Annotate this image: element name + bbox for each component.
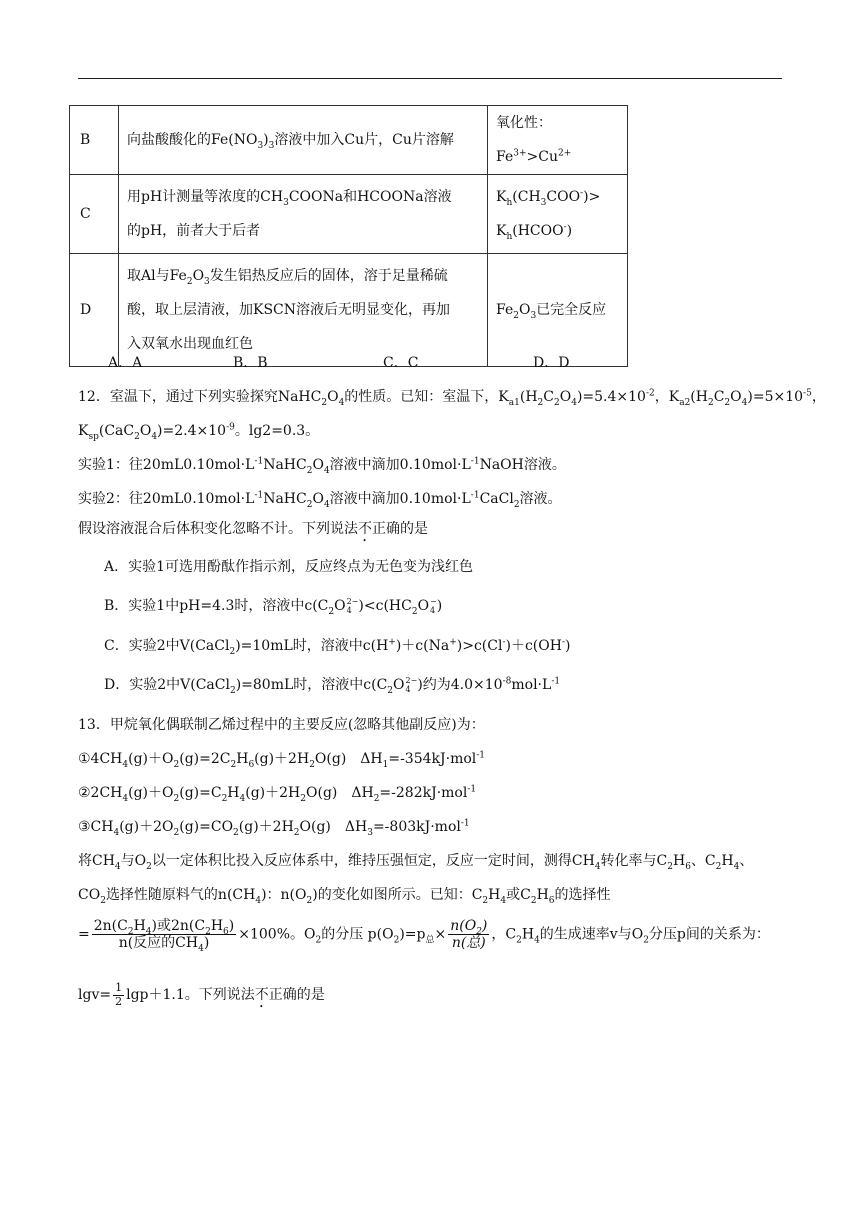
q13-desc-line1: 将$CH_4$与$O_2$以一定体积比投入反应体系中，维持压强恒定，反应一定时间，测得$CH_4$转化率与$C_2H_6$、$C_2H_4$、 (78, 853, 754, 872)
q12-exp2: 实验2：往$20mL0.10mol\cdot L^{-1}NaHC_2O_4$溶液中滴加$0.10mol\cdot L^{-1}CaCl_2$溶液。 (78, 490, 562, 510)
choice-c: C．C (383, 355, 419, 371)
row-conclusion: $K_h(CH_3COO^-)>$ $K_h(HCOO^-)$ (488, 175, 628, 254)
row-operation: 向盐酸酸化的$Fe(NO_3)_3$溶液中加入Cu片，Cu片溶解 (119, 106, 488, 175)
table-row (70, 106, 628, 175)
selectivity-fraction: $\frac{2n(C_2H_4)或2n(C_2H_6)}{n(反应的CH_4)}$ (93, 918, 235, 954)
q13-formula-line: = $\frac{2n(C_2H_4)或2n(C_2H_6)}{n(反应的CH_4)}$ ×100%。$O_2$的分压 $p(O_2)=p_总\times$ $\frac{n(O_2)}{\text{n(总)}}$ ，$C_2H_4$的生成速率v与$O_2$分压p间的关系为： (78, 918, 770, 954)
q13-reaction-3: $③CH_4(g)+2O_2(g)=CO_2(g)+2H_2O(g)$ $\Delta H_3=-803kJ\cdot mol^{-1}$ (78, 818, 470, 838)
q13-reaction-1: $①4CH_4(g)+O_2(g)=2C_2H_6(g)+2H_2O(g)$ $\Delta H_1=-354kJ\cdot mol^{-1}$ (78, 750, 486, 770)
row-label: C (70, 175, 119, 254)
row-operation: 取Al与$Fe_2O_3$发生铝热反应后的固体，溶于足量稀硫 酸，取上层清液，加KSCN溶液后无明显变化，再加 入双氧水出现血红色 (119, 254, 488, 367)
row-operation: 用pH计测量等浓度的$CH_3COONa$和HCOONa溶液 的pH，前者大于后者 (119, 175, 488, 254)
options-table (69, 105, 628, 367)
row-conclusion: $Fe_2O_3$已完全反应 (488, 254, 628, 367)
q12-exp1: 实验1：往$20mL0.10mol\cdot L^{-1}NaHC_2O_4$溶液中滴加$0.10mol\cdot L^{-1}NaOH$溶液。 (78, 456, 566, 476)
choice-b: B．B (233, 355, 268, 371)
q12-stem-line1: 12．室温下，通过下列实验探究$NaHC_2O_4$的性质。已知：室温下，$K_{a1}(H_2C_2O_4)=5.4\times 10^{-2}$，$K_{a2}(H_2C_2O_4)=5\times 10^{-5}$， (78, 388, 826, 408)
q12-stem-line2: $K_{sp}(CaC_2O_4)=2.4\times 10^{-9}$。lg2=0.3。 (78, 422, 320, 442)
choice-d: D．D (533, 355, 570, 371)
q12-assume: 假设溶液混合后体积变化忽略不计。下列说法不正确的是 (78, 521, 428, 537)
q12-option-b: B．实验1中pH=4.3时，溶液中$c(C_2O2-$ 4 )$<c(HC_2O-$ 4 ) (104, 597, 443, 617)
q12-option-c: C．实验2中V(CaCl$_2$)=10mL时，溶液中c(H+)＋c(Na+)>c(Cl-)＋c(OH-) (104, 637, 571, 657)
q13-reaction-2: $②2CH_4(g)+O_2(g)=C_2H_4(g)+2H_2O(g)$ $\Delta H_2=-282kJ\cdot mol^{-1}$ (78, 784, 477, 804)
row-conclusion: 氧化性：$Fe^{3+}>Cu^{2+}$ (488, 106, 628, 175)
q13-desc-line2: $CO_2$选择性随原料气的$n(CH_4)$：$n(O_2)$的变化如图所示。已知：$C_2H_4$或$C_2H_6$的选择性 (78, 887, 611, 906)
row-label: B (70, 106, 119, 175)
q12-option-a: A．实验1可选用酚酞作指示剂，反应终点为无色变为浅红色 (104, 559, 474, 575)
header-rule (78, 78, 782, 79)
choice-a: A．A (108, 355, 143, 371)
q13-stem: 13．甲烷氧化偶联制乙烯过程中的主要反应(忽略其他副反应)为： (78, 717, 485, 733)
q11-choices (108, 352, 569, 372)
row-label: D (70, 254, 119, 367)
q12-option-d: D．实验2中V(CaCl$_2$)=80mL时，溶液中$c(C_2O2-$ 4 )约为$4.0\times 10^{-8}mol\cdot L^{-1}$ (104, 676, 561, 696)
table-row (70, 254, 628, 367)
partial-pressure-fraction: $\frac{n(O_2)}{\text{n(总)}}$ (450, 918, 488, 952)
q13-last-line: lgv= $\frac{1}{2}$ lgp＋1.1。下列说法不正确的是 (78, 981, 325, 1008)
table-row (70, 175, 628, 254)
